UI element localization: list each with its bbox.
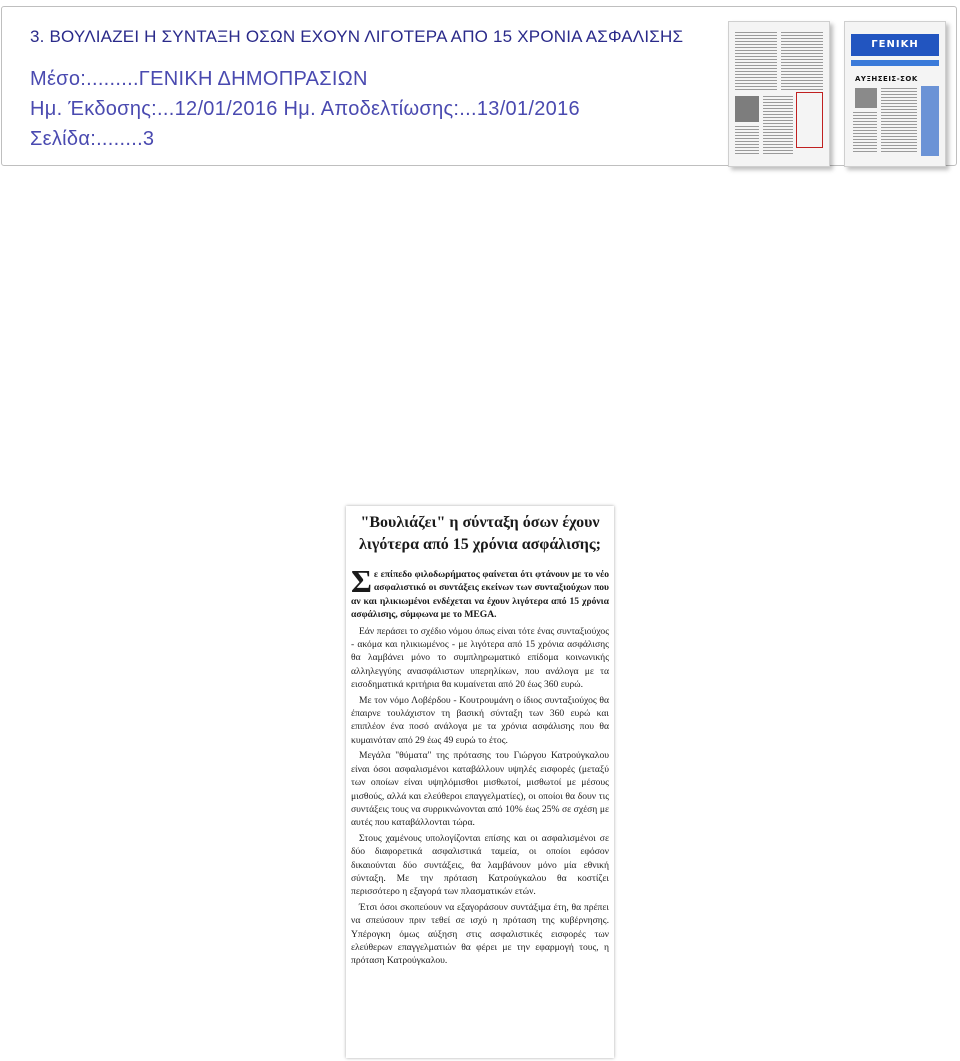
thumb-band — [851, 60, 939, 66]
thumb-text-column — [735, 126, 759, 156]
drop-cap: Σ — [351, 563, 372, 599]
article-clipping — [346, 506, 614, 1058]
thumb-text-column — [763, 96, 793, 156]
front-page-thumbnail[interactable] — [844, 21, 946, 167]
article-paragraph: Με τον νόμο Λοβέρδου - Κουτρουμάνη ο ίδιος συνταξιούχος θα έπαιρνε τουλάχιστον τη βασική σύνταξη των 360 ευρώ και επιπλέον ένα ποσό ανάλογα με τα χρόνια ασφάλισης που θα κυμαινόταν από 29 έως 49 ευρώ το έτος. — [351, 694, 609, 746]
thumb-sidebar — [921, 86, 939, 156]
thumb-photo — [855, 88, 877, 108]
thumb-headline: ΑΥΞΗΣΕΙΣ-ΣΟΚ — [855, 75, 918, 83]
thumb-text-column — [881, 88, 917, 154]
clipping-header — [1, 6, 957, 166]
article-title: "Βουλιάζει" η σύνταξη όσων έχουν λιγότερα από 15 χρόνια ασφάλισης; — [359, 514, 601, 553]
article-lead — [351, 563, 609, 622]
thumb-article-highlight — [796, 92, 823, 148]
thumb-masthead — [851, 34, 939, 56]
thumb-masthead-text: ΓΕΝΙΚΗ — [871, 39, 919, 50]
article-paragraph: Στους χαμένους υπολογίζονται επίσης και οι ασφαλισμένοι σε δύο διαφορετικά ασφαλιστικά ταμεία, οι οποίοι εφόσον δικαιούνται δύο συντάξεις, θα λαμβάνουν μόνο μία εθνική σύνταξη. Με την πρόταση Κατρούγκαλου θα κοστίζει περισσότερο η εξαγορά των πλασματικών ετών. — [351, 832, 609, 898]
clipping-title: 3. ΒΟΥΛΙΑΖΕΙ Η ΣΥΝΤΑΞΗ ΟΣΩΝ ΕΧΟΥΝ ΛΙΓΟΤΕΡΑ ΑΠΟ 15 ΧΡΟΝΙΑ ΑΣΦΑΛΙΣΗΣ — [30, 27, 684, 46]
article-paragraph: Εάν περάσει το σχέδιο νόμου όπως είναι τότε ένας συνταξιούχος - ακόμα και ηλικιωμένος - με λιγότερα από 15 χρόνια ασφάλισης θα λαμβάνει μόνο το συμπληρωματικό επίδομα κοινωνικής αλληλεγγύης ανασφάλιστων υπερηλίκων, που ανάλογα με τα εισοδηματικά κριτήρια θα κυμαίνεται από 20 έως 360 ευρώ. — [351, 625, 609, 691]
thumb-photo — [735, 96, 759, 122]
inner-page-thumbnail[interactable] — [728, 21, 830, 167]
dates-line: Ημ. Έκδοσης:...12/01/2016 Ημ. Αποδελτίωσης:...13/01/2016 — [30, 98, 580, 120]
article-paragraph: Έτσι όσοι σκοπεύουν να εξαγοράσουν συντάξιμα έτη, θα πρέπει να σπεύσουν πριν τεθεί σε ισχύ η πρόταση της κυβέρνησης. Υπέρογκη όμως αύξηση στις ασφαλιστικές εισφορές των ελεύθερων επαγγελματιών θα φέρει με την εφαρμογή τους, η πρόταση Κατρούγκαλου. — [351, 901, 609, 967]
thumb-text-column — [853, 112, 877, 154]
medium-line: Μέσο:.........ΓΕΝΙΚΗ ΔΗΜΟΠΡΑΣΙΩΝ — [30, 68, 368, 90]
lead-text: ε επίπεδο φιλοδωρήματος φαίνεται ότι φτάνουν με το νέο ασφαλιστικό οι συντάξεις εκείνων των συνταξιούχων που αν και ηλικιωμένοι ενδέχεται να έχουν λιγότερα από 15 χρόνια ασφάλισης, σύμφωνα με το MEGA. — [351, 569, 609, 621]
thumb-text-column — [781, 32, 823, 90]
thumb-text-column — [735, 32, 777, 90]
page-line: Σελίδα:........3 — [30, 128, 155, 150]
article-paragraph: Μεγάλα "θύματα" της πρότασης του Γιώργου Κατρούγκαλου είναι όσοι ασφαλισμένοι καταβάλλουν υψηλές εισφορές (μεταξύ των οποίων είναι υψηλόμισθοι μισθωτοί, μισθωτοί με μέσους μισθούς, αλλά και ελεύθεροι επαγγελματίες), οι οποίοι θα δουν τις συντάξεις τους να συρρικνώνονται από 10% έως 25% σε σχέση με αυτές που καταβάλλονται τώρα. — [351, 750, 609, 829]
